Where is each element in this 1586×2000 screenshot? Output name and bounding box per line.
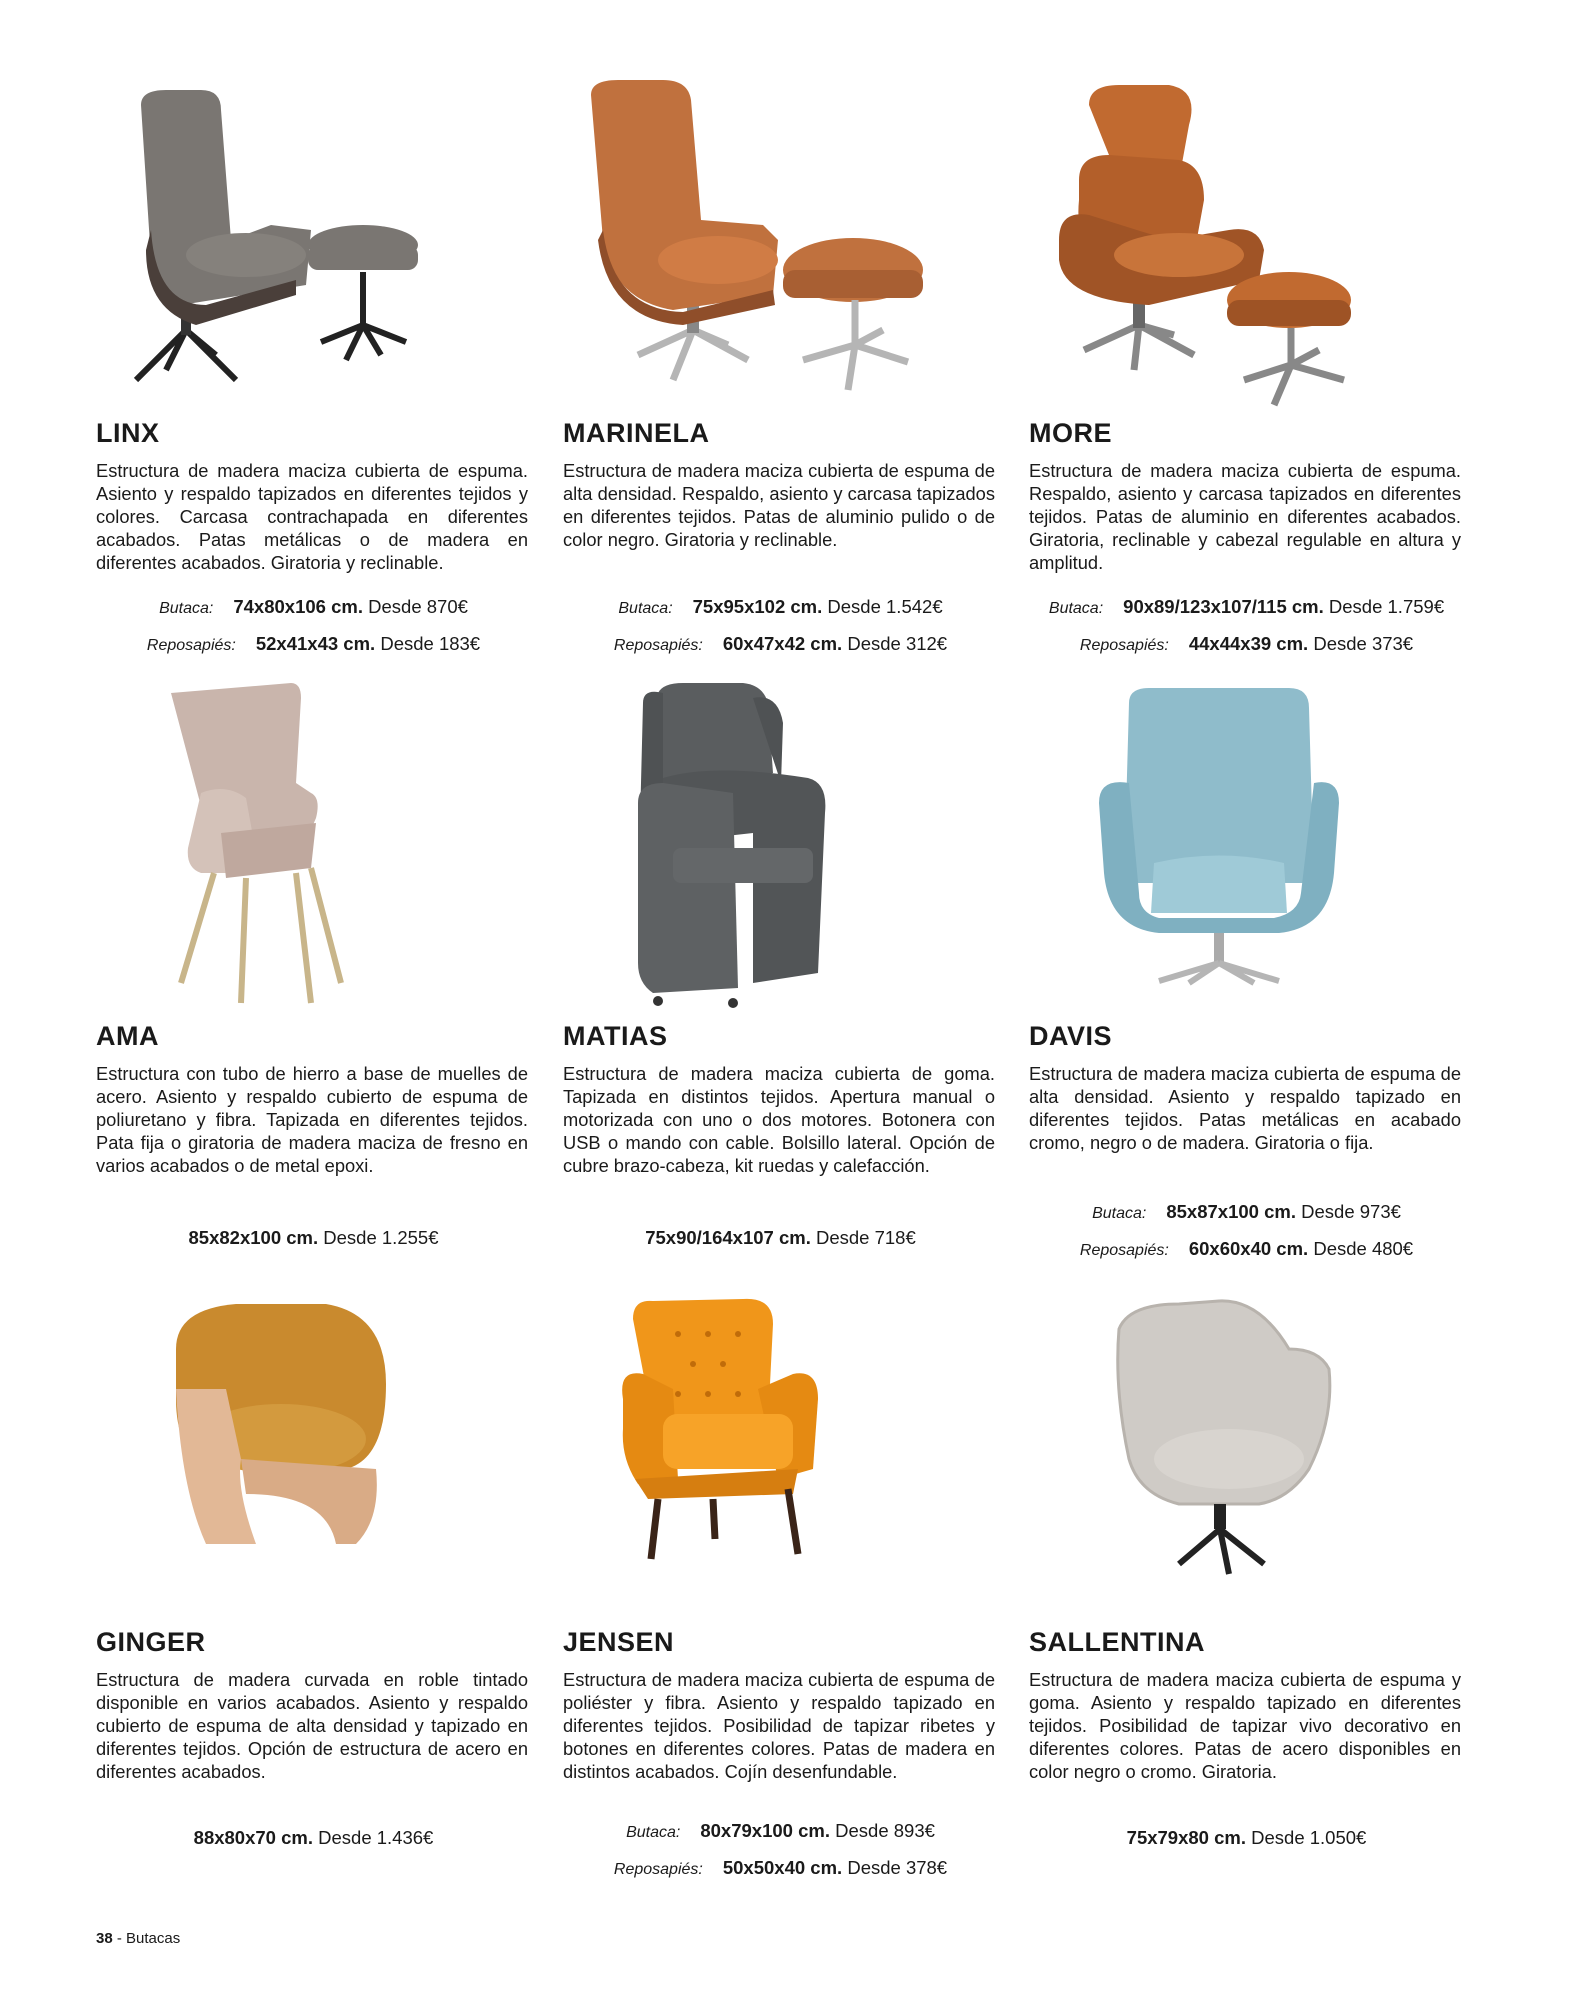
product-description: Estructura de madera curvada en roble tintado disponible en varios acabados. Asiento y respaldo cubierto de espuma de alta densidad y tapizado en diferentes tejidos. Opción de estructura de acero en diferentes acabados.	[96, 1669, 528, 1782]
price-line: 75x79x80 cm. Desde 1.050€	[1126, 1827, 1367, 1848]
price-line: Butaca: 80x79x100 cm. Desde 893€	[626, 1820, 935, 1841]
price-line: Reposapiés: 60x60x40 cm. Desde 480€	[1079, 1238, 1414, 1259]
price-line: Reposapiés: 52x41x43 cm. Desde 183€	[146, 633, 481, 654]
price-line: Reposapiés: 50x50x40 cm. Desde 378€	[613, 1857, 948, 1878]
price-line: 85x82x100 cm. Desde 1.255€	[188, 1227, 439, 1248]
product-description: Estructura de madera maciza cubierta de goma. Tapizada en distintos tejidos. Apertura manual o motorizada con uno o dos motores. Botonera con USB o mando con cable. Bolsillo lateral. Opción de cubre brazo-cabeza, kit ruedas y calefacción.	[563, 1063, 995, 1176]
jensen-chair-image	[563, 1289, 998, 1629]
product-name: LINX	[96, 418, 160, 448]
more-chair-image	[1029, 80, 1464, 420]
product-description: Estructura de madera maciza cubierta de espuma de poliéster y fibra. Asiento y respaldo tapizado en diferentes tejidos. Posibilidad de tapizar ribetes y botones en diferentes colores. Patas de madera en distintos acabados. Cojín desenfundable.	[563, 1669, 995, 1782]
marinela-chair-image	[563, 80, 998, 420]
product-name: MARINELA	[563, 418, 710, 448]
price-list	[96, 1819, 531, 1856]
ama-chair-image	[96, 683, 531, 1023]
product-name: SALLENTINA	[1029, 1627, 1205, 1657]
price-list	[96, 588, 531, 662]
product-description: Estructura de madera maciza cubierta de espuma. Respaldo, asiento y carcasa tapizados en diferentes tejidos. Patas de aluminio en diferentes acabados. Giratoria, reclinable y cabezal regulable en altura y amplitud.	[1029, 460, 1461, 573]
product-name: AMA	[96, 1021, 159, 1051]
page-number: 38	[96, 1930, 113, 1947]
footer-separator: -	[112, 1930, 127, 1947]
product-name: GINGER	[96, 1627, 206, 1657]
product-description: Estructura de madera maciza cubierta de espuma de alta densidad. Respaldo, asiento y carcasa tapizados en diferentes tejidos. Patas de aluminio pulido o de color negro. Giratoria y reclinable.	[563, 460, 995, 550]
matias-chair-image	[563, 683, 998, 1023]
price-line: Reposapiés: 44x44x39 cm. Desde 373€	[1079, 633, 1414, 654]
price-list	[563, 1219, 998, 1256]
price-list	[563, 588, 998, 662]
davis-chair-image	[1029, 683, 1464, 1023]
price-line: Butaca: 75x95x102 cm. Desde 1.542€	[618, 596, 943, 617]
sallentina-chair-image	[1029, 1289, 1464, 1629]
product-name: JENSEN	[563, 1627, 675, 1657]
product-name: MATIAS	[563, 1021, 668, 1051]
price-list	[563, 1812, 998, 1886]
price-line: 75x90/164x107 cm. Desde 718€	[645, 1227, 916, 1248]
product-description: Estructura de madera maciza cubierta de espuma. Asiento y respaldo tapizados en diferentes tejidos y colores. Carcasa contrachapada en diferentes acabados. Patas metálicas o de madera en diferentes acabados. Giratoria y reclinable.	[96, 460, 528, 573]
price-list	[1029, 1819, 1464, 1856]
product-name: MORE	[1029, 418, 1112, 448]
price-line: 88x80x70 cm. Desde 1.436€	[193, 1827, 434, 1848]
linx-chair-image	[96, 80, 531, 420]
footer-section: Butacas	[126, 1930, 181, 1947]
ginger-chair-image	[96, 1289, 531, 1629]
price-line: Butaca: 85x87x100 cm. Desde 973€	[1092, 1201, 1401, 1222]
price-list	[1029, 1193, 1464, 1267]
page-footer	[96, 1930, 180, 1947]
price-list	[1029, 588, 1464, 662]
product-name: DAVIS	[1029, 1021, 1113, 1051]
price-line: Reposapiés: 60x47x42 cm. Desde 312€	[613, 633, 948, 654]
product-description: Estructura con tubo de hierro a base de muelles de acero. Asiento y respaldo cubierto de espuma de poliuretano y fibra. Tapizada en diferentes tejidos. Pata fija o giratoria de madera maciza de fresno en varios acabados o de metal epoxi.	[96, 1063, 528, 1176]
price-line: Butaca: 74x80x106 cm. Desde 870€	[159, 596, 468, 617]
price-list	[96, 1219, 531, 1256]
product-description: Estructura de madera maciza cubierta de espuma y goma. Asiento y respaldo tapizado en diferentes tejidos. Posibilidad de tapizar vivo decorativo en diferentes colores. Patas de acero disponibles en color negro o cromo. Giratoria.	[1029, 1669, 1461, 1782]
product-description: Estructura de madera maciza cubierta de espuma de alta densidad. Asiento y respaldo tapizado en diferentes tejidos. Patas metálicas en acabado cromo, negro o de madera. Giratoria o fija.	[1029, 1063, 1461, 1153]
price-line: Butaca: 90x89/123x107/115 cm. Desde 1.759€	[1048, 596, 1445, 617]
